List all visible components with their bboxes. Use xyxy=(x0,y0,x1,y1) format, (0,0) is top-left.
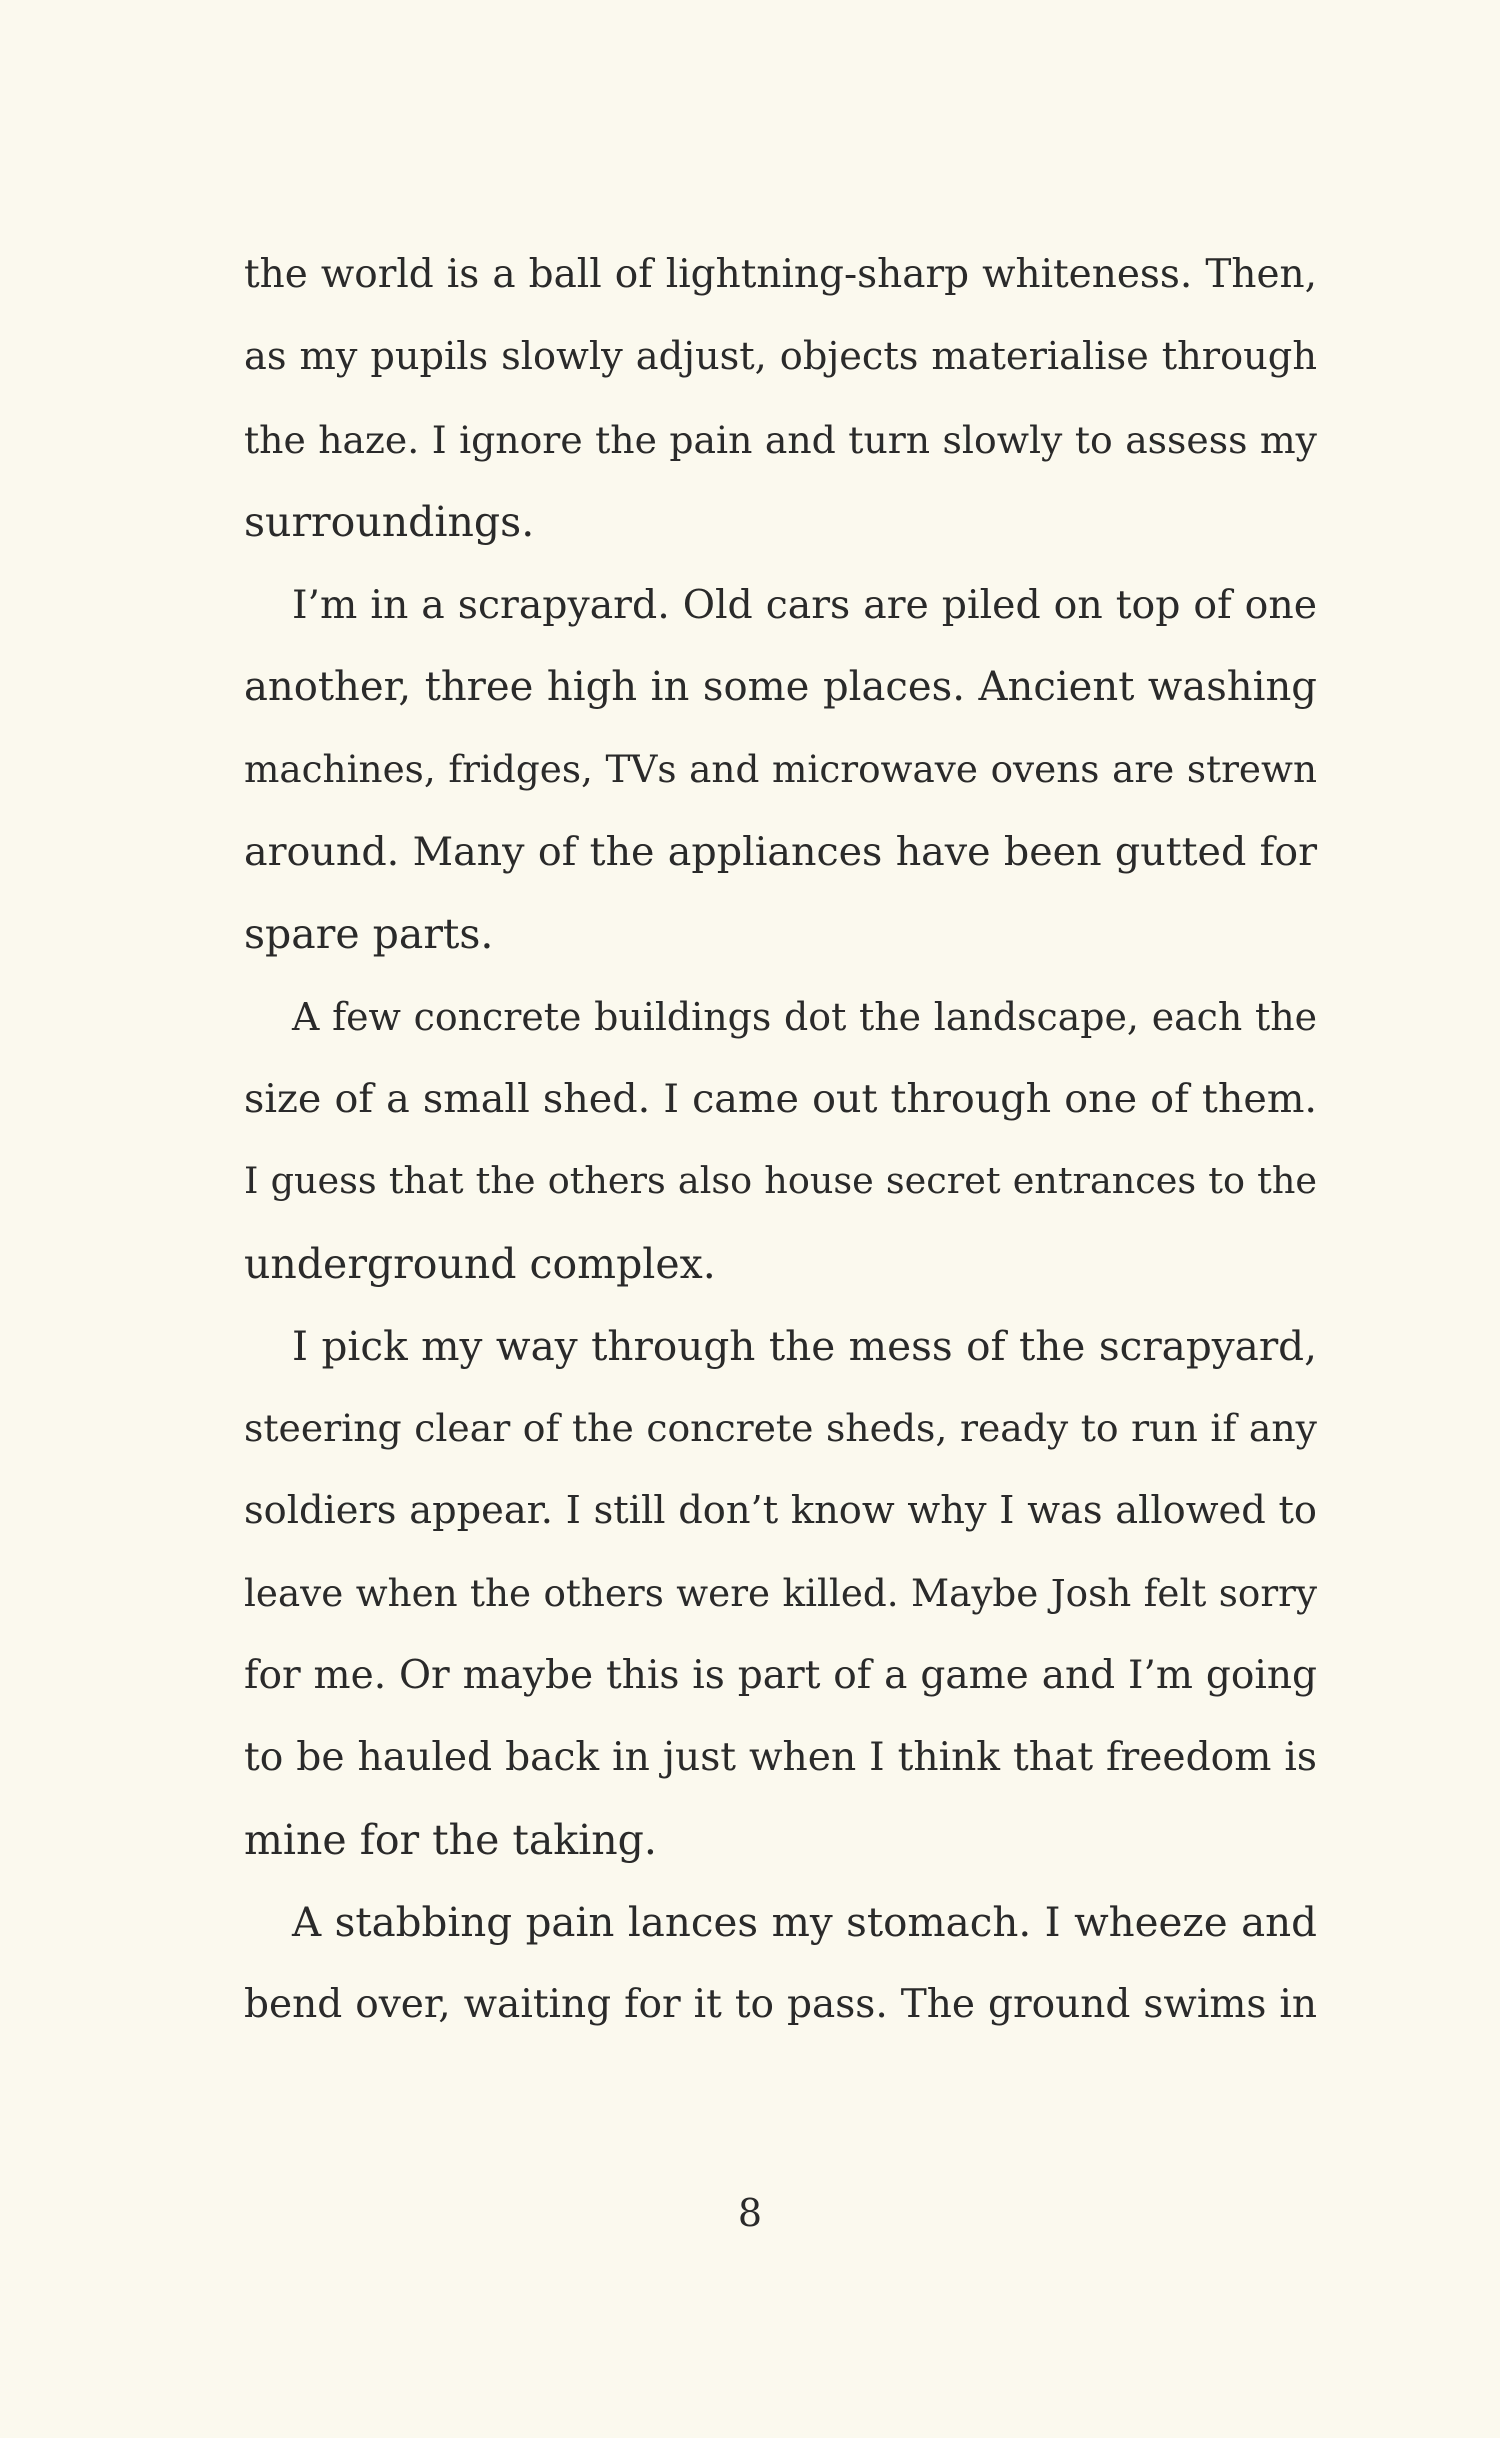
text-line: as my pupils slowly adjust, objects materialise through xyxy=(244,334,1317,380)
text-line: I pick my way through the mess of the scrapyard, xyxy=(292,1322,1317,1371)
text-line: size of a small shed. I came out through one of them. xyxy=(244,1075,1317,1122)
text-line: bend over, waiting for it to pass. The ground swims in xyxy=(244,1982,1317,2028)
text-line: around. Many of the appliances have been gutted for xyxy=(244,828,1317,875)
text-line: spare parts. xyxy=(244,910,494,959)
text-line: for me. Or maybe this is part of a game and I’m going xyxy=(244,1652,1317,1698)
text-line: the world is a ball of lightning-sharp whiteness. Then, xyxy=(244,252,1317,297)
text-line: the haze. I ignore the pain and turn slowly to assess my xyxy=(244,417,1317,462)
text-line: mine for the taking. xyxy=(244,1816,657,1865)
text-line: leave when the others were killed. Maybe Josh felt sorry xyxy=(244,1571,1317,1616)
text-line: I’m in a scrapyard. Old cars are piled on top of one xyxy=(292,581,1317,628)
text-line: soldiers appear. I still don’t know why I was allowed to xyxy=(244,1487,1317,1533)
text-line: steering clear of the concrete sheds, ready to run if any xyxy=(244,1406,1317,1451)
text-line: machines, fridges, TVs and microwave ovens are strewn xyxy=(244,747,1317,792)
page-number: 8 xyxy=(737,2191,763,2235)
text-line: I guess that the others also house secret entrances to the xyxy=(244,1159,1317,1203)
text-line: another, three high in some places. Ancient washing xyxy=(244,663,1317,710)
text-line: surroundings. xyxy=(244,498,535,547)
text-line: underground complex. xyxy=(244,1239,716,1288)
body-text xyxy=(244,234,1317,2047)
text-line: A stabbing pain lances my stomach. I wheeze and xyxy=(292,1898,1317,1946)
text-line: A few concrete buildings dot the landscape, each the xyxy=(292,994,1317,1039)
text-line: to be hauled back in just when I think that freedom is xyxy=(244,1735,1317,1781)
